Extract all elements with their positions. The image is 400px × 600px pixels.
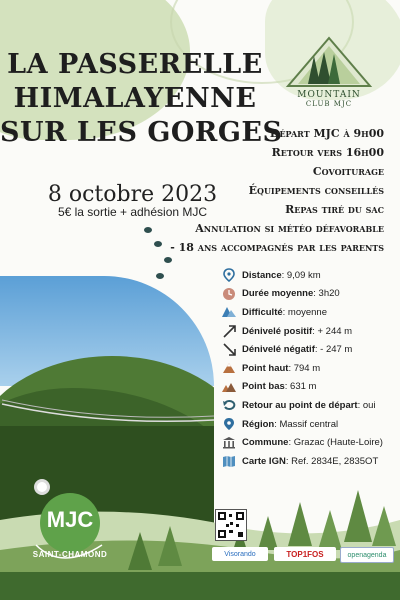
title-line-2: HIMALAYENNE (13, 83, 257, 114)
peak-high-icon (222, 361, 236, 375)
hike-details (222, 266, 394, 471)
mjc-logo-arc-text: SAINT-CHAMOND (32, 550, 108, 559)
logo-line-2: CLUB MJC (305, 100, 353, 108)
detail-row: Retour au point de départ : oui (222, 396, 394, 415)
info-item: Retour vers 16h00 (271, 146, 384, 159)
location-pin-icon (222, 268, 236, 282)
region-pin-icon (222, 417, 236, 431)
info-item: Covoiturage (312, 165, 384, 178)
peak-low-icon (222, 380, 236, 394)
detail-row: Dénivelé positif : + 244 m (222, 322, 394, 341)
map-icon (222, 454, 236, 468)
mountain-logo-icon (284, 34, 374, 90)
info-item: Annulation si météo défavorable (195, 222, 384, 235)
detail-row: Difficulté : moyenne (222, 303, 394, 322)
event-date: 8 octobre 2023 (47, 182, 218, 207)
detail-row: Point bas : 631 m (222, 378, 394, 397)
detail-row: Point haut : 794 m (222, 359, 394, 378)
info-item: Repas tiré du sac (285, 203, 384, 216)
detail-row: Commune : Grazac (Haute-Loire) (222, 433, 394, 452)
town-hall-icon (222, 436, 236, 450)
info-item: - 18 ans accompagnés par les parents (170, 241, 384, 254)
title-line-1: LA PASSERELLE (7, 49, 263, 80)
detail-row: Dénivelé négatif : - 247 m (222, 340, 394, 359)
event-price: 5€ la sortie + adhésion MJC (57, 205, 208, 219)
partner-top1fos[interactable]: TOP1FOS (274, 547, 336, 561)
detail-row: Durée moyenne : 3h20 (222, 285, 394, 304)
partner-openagenda[interactable]: openagenda (340, 547, 394, 563)
arrow-down-right-icon (222, 343, 236, 357)
title-line-3: SUR LES GORGES (0, 117, 283, 148)
detail-row: Région : Massif central (222, 415, 394, 434)
detail-row: Carte IGN : Ref. 2834E, 2835OT (222, 452, 394, 471)
mountain-icon (222, 305, 236, 319)
mountain-club-logo (274, 34, 384, 114)
detail-row: Distance : 9,09 km (222, 266, 394, 285)
partner-visorando[interactable]: Visorando (212, 547, 268, 561)
arrow-up-right-icon (222, 324, 236, 338)
loop-icon (222, 398, 236, 412)
mjc-logo-text: MJC (46, 507, 94, 532)
info-item: Équipements conseillés (248, 184, 384, 197)
logo-line-1: MOUNTAIN (297, 90, 361, 100)
clock-icon (222, 287, 236, 301)
qr-code[interactable] (215, 509, 247, 541)
info-item: Départ MJC à 9h00 (269, 127, 384, 140)
